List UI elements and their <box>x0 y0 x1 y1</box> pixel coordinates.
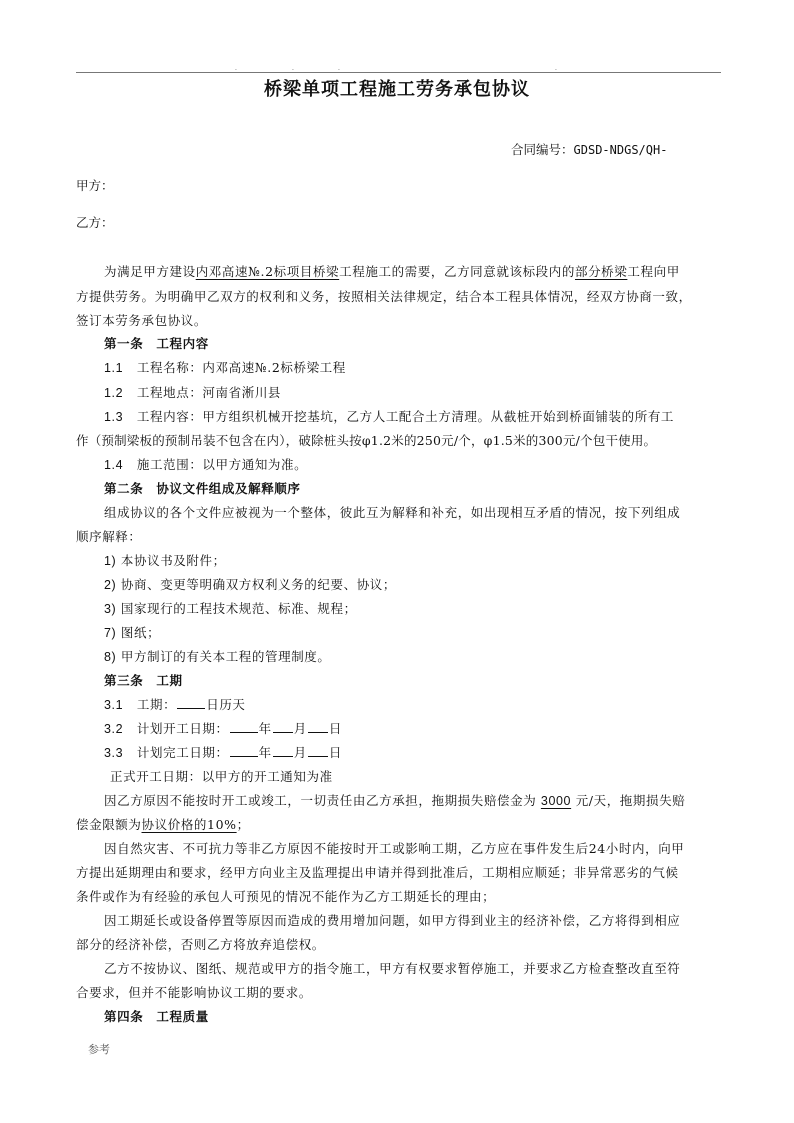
penalty-cap: 协议价格的10% <box>141 817 237 832</box>
list-number: 7) <box>104 626 117 640</box>
list-number: 3) <box>104 602 117 616</box>
document-title: 桥梁单项工程施工劳务承包协议 <box>264 79 530 100</box>
item-label: 工期： <box>136 697 177 712</box>
article-2-list-item <box>104 576 396 594</box>
force-majeure-line-3: 条件或作为有经验的承包人可预见的情况不能作为乙方工期延长的理由； <box>76 889 496 904</box>
article-2-list-item <box>104 624 160 642</box>
intro-text: 工程向甲 <box>627 264 680 279</box>
item-text: 工程内容：甲方组织机械开挖基坑，乙方人工配合土方清理。从截桩开始到桥面铺装的所有工 <box>136 409 675 424</box>
list-text: 本协议书及附件； <box>120 553 226 568</box>
start-day-blank-field[interactable] <box>308 720 328 733</box>
item-number: 1.2 <box>104 386 124 400</box>
duration-blank-field[interactable] <box>177 696 205 709</box>
year-label: 年 <box>258 721 272 736</box>
cost-increase-line-1: 因工期延长或设备停置等原因而造成的费用增加问题，如甲方得到业主的经济补偿，乙方将得到相应 <box>104 913 681 928</box>
force-majeure-line-1: 因自然灾害、不可抗力等非乙方原因不能按时开工或影响工期，乙方应在事件发生后24小时内，向甲 <box>104 841 685 856</box>
article-1-item <box>104 359 346 377</box>
header-dot: . <box>338 65 340 72</box>
penalty-amount: 3000 <box>540 794 572 808</box>
item-label: 计划完工日期： <box>136 745 229 760</box>
item-label: 计划开工日期： <box>136 721 229 736</box>
penalty-text: ； <box>236 817 250 832</box>
article-2-list-item <box>104 552 226 570</box>
list-text: 协商、变更等明确双方权利义务的纪要、协议； <box>120 577 397 592</box>
intro-line-1 <box>104 263 680 281</box>
article-2-list-item <box>104 600 357 618</box>
force-majeure-line-2: 方提出延期理由和要求，经甲方向业主及监理提出申请并得到批准后，工期相应顺延；非异常恶劣的气候 <box>76 865 679 880</box>
year-label: 年 <box>258 745 272 760</box>
intro-line-2: 方提供劳务。为明确甲乙双方的权利和义务，按照相关法律规定，结合本工程具体情况，经双方协商一致， <box>76 289 692 304</box>
delay-penalty-line-2 <box>76 816 250 834</box>
header-dot: . <box>555 65 557 72</box>
item-number: 1.1 <box>104 361 124 375</box>
contract-number-label: 合同编号： <box>511 142 574 157</box>
article-1-item <box>104 408 674 426</box>
month-label: 月 <box>293 745 307 760</box>
header-rule <box>76 72 721 73</box>
article-4-heading: 第四条 工程质量 <box>104 1009 209 1024</box>
cost-increase-line-2: 部分的经济补偿，否则乙方将放弃追偿权。 <box>76 937 325 952</box>
end-year-blank-field[interactable] <box>230 744 258 757</box>
article-1-item <box>104 384 281 402</box>
party-b-label: 乙方： <box>76 215 114 230</box>
article-1-heading: 第一条 工程内容 <box>104 336 209 351</box>
month-label: 月 <box>293 721 307 736</box>
day-label: 日 <box>328 721 342 736</box>
intro-text: 为满足甲方建设 <box>104 264 196 279</box>
item-number: 3.1 <box>104 698 124 712</box>
penalty-text: 偿金限额为 <box>76 817 142 832</box>
day-label: 日 <box>328 745 342 760</box>
intro-line-3: 签订本劳务承包协议。 <box>76 313 208 328</box>
party-a-label: 甲方： <box>76 178 114 193</box>
header-dot: . <box>235 65 237 72</box>
list-number: 1) <box>104 554 117 568</box>
item-number: 1.4 <box>104 458 124 472</box>
underlined-project-name: 内邓高速№.2标项目桥梁 <box>195 264 340 279</box>
start-year-blank-field[interactable] <box>230 720 258 733</box>
item-number: 3.3 <box>104 746 124 760</box>
end-month-blank-field[interactable] <box>273 744 293 757</box>
article-3-planned-end <box>104 744 342 762</box>
item-number: 3.2 <box>104 722 124 736</box>
intro-text: 工程施工的需要，乙方同意就该标段内的 <box>339 264 575 279</box>
article-2-heading: 第二条 协议文件组成及解释顺序 <box>104 481 301 496</box>
delay-penalty-line-1 <box>104 792 685 810</box>
page-footer: 参考 <box>88 1043 110 1056</box>
article-2-list-item <box>104 648 331 666</box>
start-month-blank-field[interactable] <box>273 720 293 733</box>
item-text: 工程名称：内邓高速№.2标桥梁工程 <box>136 360 346 375</box>
article-3-heading: 第三条 工期 <box>104 673 183 688</box>
penalty-text: 因乙方原因不能按时开工或竣工，一切责任由乙方承担，拖期损失赔偿金为 <box>104 793 537 808</box>
contract-number <box>511 141 667 159</box>
item-number: 1.3 <box>104 410 124 424</box>
formal-start-date: 正式开工日期：以甲方的开工通知为准 <box>110 769 333 784</box>
item-suffix: 日历天 <box>206 697 246 712</box>
header-dot: . <box>292 65 294 72</box>
underlined-scope: 部分桥梁 <box>574 264 628 279</box>
list-number: 8) <box>104 650 117 664</box>
list-text: 国家现行的工程技术规范、标准、规程； <box>120 601 357 616</box>
list-number: 2) <box>104 578 117 592</box>
end-day-blank-field[interactable] <box>308 744 328 757</box>
article-2-para-line-2: 顺序解释： <box>76 529 142 544</box>
article-2-para-line-1: 组成协议的各个文件应被视为一个整体，彼此互为解释和补充，如出现相互矛盾的情况，按下列组成 <box>104 505 681 520</box>
article-1-item-continued: 作（预制梁板的预制吊装不包含在内），破除桩头按φ1.2米的250元/个，φ1.5米的300元/个包干使用。 <box>76 433 657 448</box>
penalty-text: 元/天，拖期损失赔 <box>575 793 686 808</box>
article-3-duration <box>104 696 246 714</box>
suspension-line-1: 乙方不按协议、图纸、规范或甲方的指令施工，甲方有权要求暂停施工，并要求乙方检查整改直至符 <box>104 961 681 976</box>
article-1-item <box>104 456 307 474</box>
item-text: 工程地点：河南省淅川县 <box>136 385 282 400</box>
list-text: 甲方制订的有关本工程的管理制度。 <box>120 649 331 664</box>
suspension-line-2: 合要求，但并不能影响协议工期的要求。 <box>76 985 312 1000</box>
article-3-planned-start <box>104 720 342 738</box>
item-text: 施工范围：以甲方通知为准。 <box>136 457 308 472</box>
contract-number-code: GDSD-NDGS/QH- <box>573 143 668 157</box>
list-text: 图纸； <box>120 625 161 640</box>
